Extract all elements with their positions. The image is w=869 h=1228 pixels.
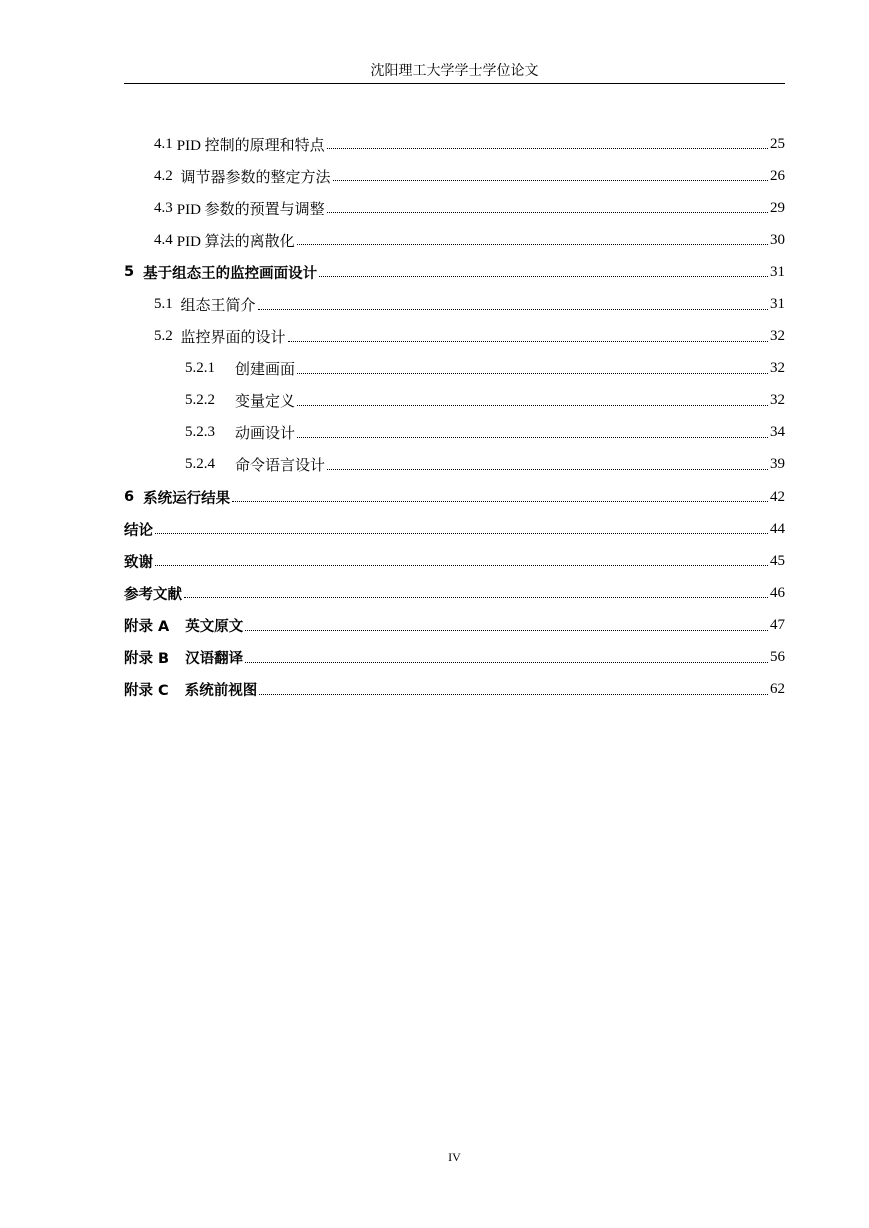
toc-dot-leader — [245, 629, 768, 631]
toc-entry-number: 5.2 — [154, 328, 173, 345]
toc-dot-leader — [297, 243, 768, 245]
toc-entry[interactable] — [124, 481, 785, 513]
toc-entry-page: 32 — [770, 392, 785, 409]
toc-dot-leader — [184, 596, 768, 598]
toc-entry-page: 25 — [770, 135, 785, 152]
toc-entry-title: 英文原文 — [185, 618, 244, 635]
toc-entry-page: 34 — [770, 424, 785, 441]
toc-entry[interactable] — [124, 609, 785, 641]
toc-entry-page: 42 — [770, 488, 785, 505]
toc-entry-title: 调节器参数的整定方法 — [176, 169, 331, 186]
toc-entry[interactable] — [124, 128, 785, 160]
toc-entry-number: 6 — [124, 489, 135, 506]
toc-entry-number: 4.3 — [154, 199, 173, 216]
toc-entry-title: 汉语翻译 — [185, 651, 244, 668]
toc-entry-page: 46 — [770, 584, 785, 601]
toc-dot-leader — [155, 532, 768, 534]
toc-entry-number: 附录 A — [124, 618, 170, 635]
toc-dot-leader — [297, 372, 768, 374]
toc-entry[interactable] — [124, 256, 785, 288]
toc-dot-leader — [327, 147, 768, 149]
toc-dot-leader — [297, 436, 768, 438]
toc-entry-page: 26 — [770, 167, 785, 184]
toc-dot-leader — [297, 404, 768, 406]
table-of-contents — [124, 128, 785, 706]
toc-dot-leader — [259, 693, 768, 695]
toc-dot-leader — [333, 179, 768, 181]
toc-entry-page: 62 — [770, 681, 785, 698]
toc-entry-page: 39 — [770, 456, 785, 473]
toc-entry[interactable] — [124, 513, 785, 545]
toc-entry-number: 4.4 — [154, 231, 173, 248]
toc-entry-title: PID 控制的原理和特点 — [176, 137, 325, 154]
toc-entry[interactable] — [124, 642, 785, 674]
toc-entry-number: 4.1 — [154, 135, 173, 152]
toc-entry-title: 系统运行结果 — [138, 490, 231, 507]
toc-entry-page: 56 — [770, 649, 785, 666]
toc-entry[interactable] — [124, 192, 785, 224]
toc-dot-leader — [288, 340, 768, 342]
toc-entry-number: 5.2.2 — [185, 392, 215, 409]
toc-entry[interactable] — [124, 160, 785, 192]
toc-entry[interactable] — [124, 385, 785, 417]
toc-entry-number: 5.2.3 — [185, 424, 215, 441]
toc-entry-title: PID 算法的离散化 — [176, 233, 295, 250]
toc-entry-title: PID 参数的预置与调整 — [176, 201, 325, 218]
toc-entry-page: 44 — [770, 520, 785, 537]
toc-entry-title: 结论 — [124, 522, 153, 539]
toc-dot-leader — [155, 564, 768, 566]
toc-entry-title: 命令语言设计 — [235, 458, 326, 475]
header-rule — [124, 83, 785, 84]
running-header: 沈阳理工大学学士学位论文 — [370, 64, 539, 79]
toc-entry[interactable] — [124, 674, 785, 706]
toc-entry[interactable] — [124, 224, 785, 256]
toc-dot-leader — [232, 500, 768, 502]
toc-entry-page: 31 — [770, 296, 785, 313]
toc-entry-title: 致谢 — [124, 554, 153, 571]
toc-entry-number: 5.2.4 — [185, 456, 215, 473]
toc-entry[interactable] — [124, 321, 785, 353]
toc-entry-number: 5.1 — [154, 296, 173, 313]
toc-entry-title: 参考文献 — [124, 586, 182, 603]
page-number: IV — [448, 1150, 461, 1164]
toc-entry[interactable] — [124, 353, 785, 385]
toc-dot-leader — [319, 275, 768, 277]
toc-entry[interactable] — [124, 577, 785, 609]
toc-entry-number: 5 — [124, 264, 135, 281]
toc-entry[interactable] — [124, 288, 785, 320]
toc-entry-title: 变量定义 — [235, 394, 296, 411]
toc-entry[interactable] — [124, 545, 785, 577]
toc-entry-title: 组态王简介 — [176, 298, 256, 315]
toc-entry-number: 附录 C — [124, 683, 169, 700]
toc-entry-number: 4.2 — [154, 167, 173, 184]
toc-entry-title: 基于组态王的监控画面设计 — [138, 265, 318, 282]
toc-entry[interactable] — [124, 417, 785, 449]
toc-entry-title: 动画设计 — [235, 426, 296, 443]
toc-entry-page: 31 — [770, 263, 785, 280]
toc-entry-page: 32 — [770, 328, 785, 345]
toc-dot-leader — [327, 468, 768, 470]
toc-entry-page: 30 — [770, 231, 785, 248]
toc-entry-page: 29 — [770, 199, 785, 216]
toc-entry-page: 47 — [770, 616, 785, 633]
toc-dot-leader — [327, 211, 768, 213]
toc-entry-page: 45 — [770, 552, 785, 569]
toc-entry-page: 32 — [770, 360, 785, 377]
toc-entry[interactable] — [124, 449, 785, 481]
toc-entry-number: 附录 B — [124, 651, 170, 668]
toc-entry-title: 创建画面 — [235, 362, 296, 379]
toc-entry-title: 系统前视图 — [184, 683, 258, 700]
toc-entry-title: 监控界面的设计 — [176, 330, 286, 347]
toc-entry-number: 5.2.1 — [185, 360, 215, 377]
toc-dot-leader — [258, 308, 768, 310]
toc-dot-leader — [245, 661, 768, 663]
